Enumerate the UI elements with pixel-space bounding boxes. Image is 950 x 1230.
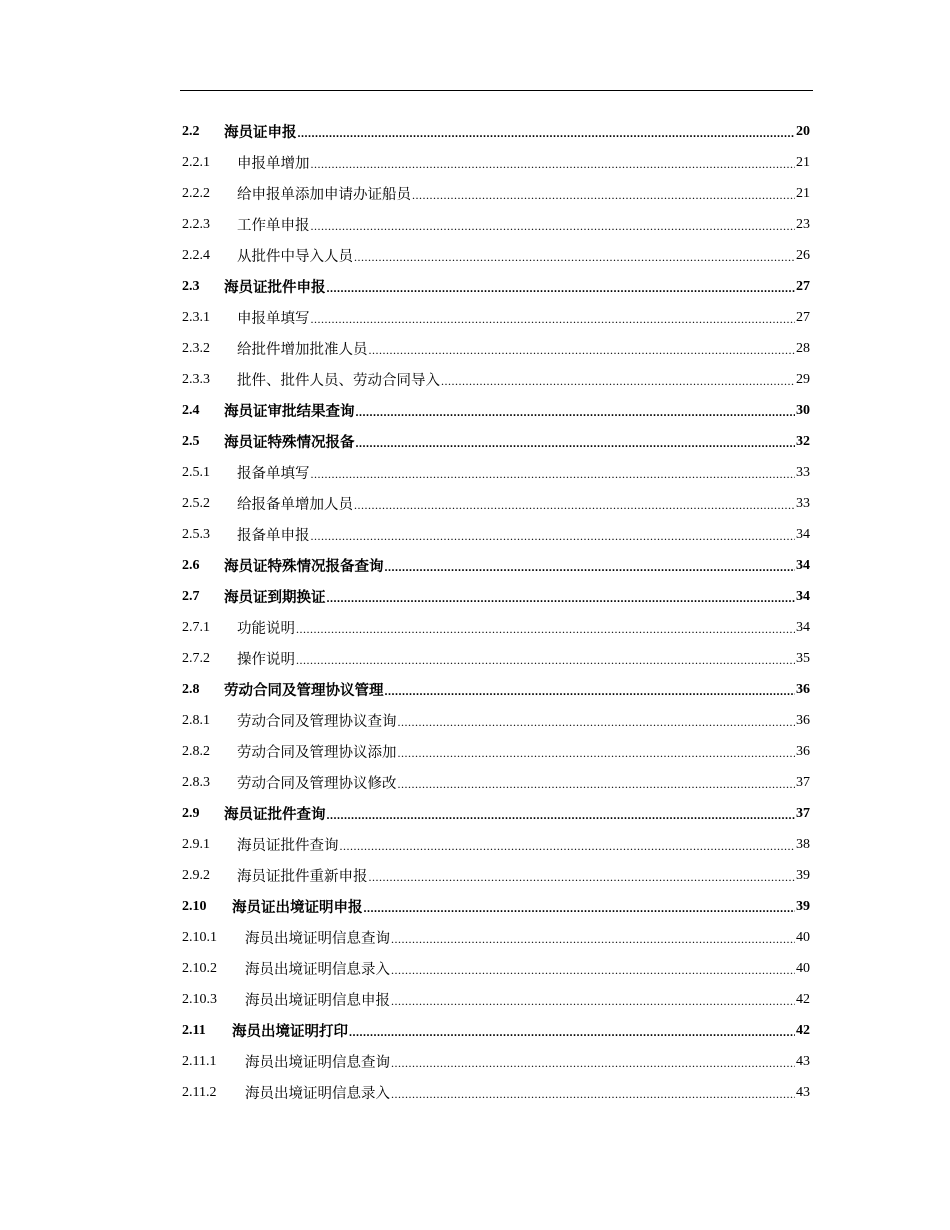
toc-entry-number: 2.5.2 <box>182 495 210 511</box>
toc-entry-title: 海员出境证明信息录入 <box>245 1086 390 1102</box>
toc-entry-title: 劳动合同及管理协议查询 <box>237 714 397 730</box>
toc-dot-leader <box>441 372 795 387</box>
toc-subsection-entry[interactable] <box>182 302 810 333</box>
toc-entry-title: 报备单申报 <box>237 528 310 544</box>
toc-entry-title: 给批件增加批准人员 <box>237 342 368 358</box>
toc-entry-title: 海员出境证明信息录入 <box>245 962 390 978</box>
toc-dot-leader <box>311 310 796 325</box>
toc-entry-number: 2.7.1 <box>182 619 210 635</box>
toc-entry-number: 2.10 <box>182 898 207 914</box>
toc-dot-leader <box>311 527 796 542</box>
toc-entry-number: 2.7.2 <box>182 650 210 666</box>
toc-section-entry[interactable] <box>182 116 810 147</box>
toc-entry-page-number: 43 <box>796 1084 810 1100</box>
toc-section-entry[interactable] <box>182 550 810 581</box>
toc-entry-page-number: 23 <box>796 216 810 232</box>
toc-dot-leader <box>296 620 795 635</box>
toc-dot-leader <box>356 434 796 449</box>
toc-entry-title: 海员证审批结果查询 <box>224 404 355 420</box>
toc-subsection-entry[interactable] <box>182 767 810 798</box>
toc-dot-leader <box>391 1054 795 1069</box>
toc-entry-title: 海员证批件查询 <box>224 807 326 823</box>
toc-subsection-entry[interactable] <box>182 178 810 209</box>
toc-dot-leader <box>327 279 796 294</box>
toc-section-entry[interactable] <box>182 395 810 426</box>
toc-entry-number: 2.8.2 <box>182 743 210 759</box>
toc-entry-number: 2.3.1 <box>182 309 210 325</box>
toc-entry-number: 2.9 <box>182 805 200 821</box>
toc-entry-number: 2.11.2 <box>182 1084 217 1100</box>
toc-entry-page-number: 21 <box>796 154 810 170</box>
toc-entry-title: 海员证申报 <box>224 125 297 141</box>
toc-section-entry[interactable] <box>182 798 810 829</box>
toc-entry-page-number: 37 <box>796 805 810 821</box>
toc-dot-leader <box>385 558 796 573</box>
toc-entry-page-number: 36 <box>796 681 810 697</box>
toc-entry-number: 2.2.1 <box>182 154 210 170</box>
toc-entry-page-number: 33 <box>796 495 810 511</box>
toc-subsection-entry[interactable] <box>182 1046 810 1077</box>
toc-section-entry[interactable] <box>182 426 810 457</box>
toc-entry-page-number: 36 <box>796 743 810 759</box>
toc-entry-title: 给报备单增加人员 <box>237 497 353 513</box>
toc-section-entry[interactable] <box>182 1015 810 1046</box>
toc-subsection-entry[interactable] <box>182 705 810 736</box>
toc-entry-title: 劳动合同及管理协议添加 <box>237 745 397 761</box>
toc-entry-title: 海员出境证明信息申报 <box>245 993 390 1009</box>
toc-entry-title: 给申报单添加申请办证船员 <box>237 187 411 203</box>
toc-entry-number: 2.7 <box>182 588 200 604</box>
toc-entry-title: 劳动合同及管理协议修改 <box>237 776 397 792</box>
toc-subsection-entry[interactable] <box>182 953 810 984</box>
toc-entry-title: 海员证批件重新申报 <box>237 869 368 885</box>
toc-entry-number: 2.6 <box>182 557 200 573</box>
toc-subsection-entry[interactable] <box>182 457 810 488</box>
toc-section-entry[interactable] <box>182 891 810 922</box>
toc-dot-leader <box>298 124 796 139</box>
toc-entry-page-number: 42 <box>796 991 810 1007</box>
toc-dot-leader <box>356 403 796 418</box>
toc-entry-page-number: 28 <box>796 340 810 356</box>
toc-entry-number: 2.2.4 <box>182 247 210 263</box>
toc-entry-page-number: 38 <box>796 836 810 852</box>
toc-entry-number: 2.5.1 <box>182 464 210 480</box>
toc-entry-title: 海员证特殊情况报备查询 <box>224 559 384 575</box>
toc-dot-leader <box>327 806 796 821</box>
toc-entry-page-number: 34 <box>796 619 810 635</box>
toc-subsection-entry[interactable] <box>182 829 810 860</box>
toc-entry-title: 海员证出境证明申报 <box>232 900 363 916</box>
toc-entry-page-number: 27 <box>796 278 810 294</box>
toc-entry-page-number: 32 <box>796 433 810 449</box>
toc-entry-number: 2.9.2 <box>182 867 210 883</box>
toc-dot-leader <box>398 713 796 728</box>
toc-entry-page-number: 20 <box>796 123 810 139</box>
toc-subsection-entry[interactable] <box>182 643 810 674</box>
toc-dot-leader <box>398 744 796 759</box>
toc-entry-number: 2.2 <box>182 123 200 139</box>
header-rule <box>180 90 813 91</box>
toc-subsection-entry[interactable] <box>182 612 810 643</box>
toc-subsection-entry[interactable] <box>182 922 810 953</box>
toc-dot-leader <box>340 837 796 852</box>
toc-subsection-entry[interactable] <box>182 736 810 767</box>
toc-dot-leader <box>364 899 796 914</box>
toc-entry-number: 2.11 <box>182 1022 206 1038</box>
toc-entry-page-number: 34 <box>796 557 810 573</box>
toc-entry-number: 2.4 <box>182 402 200 418</box>
toc-entry-title: 海员证批件申报 <box>224 280 326 296</box>
toc-subsection-entry[interactable] <box>182 860 810 891</box>
toc-entry-number: 2.11.1 <box>182 1053 217 1069</box>
toc-entry-title: 海员出境证明信息查询 <box>245 1055 390 1071</box>
toc-entry-page-number: 42 <box>796 1022 810 1038</box>
toc-entry-number: 2.3 <box>182 278 200 294</box>
toc-dot-leader <box>391 961 795 976</box>
toc-dot-leader <box>398 775 796 790</box>
toc-entry-title: 批件、批件人员、劳动合同导入 <box>237 373 440 389</box>
toc-entry-page-number: 29 <box>796 371 810 387</box>
toc-entry-number: 2.5.3 <box>182 526 210 542</box>
toc-entry-page-number: 35 <box>796 650 810 666</box>
toc-entry-number: 2.8.1 <box>182 712 210 728</box>
toc-entry-number: 2.8.3 <box>182 774 210 790</box>
toc-dot-leader <box>412 186 795 201</box>
toc-entry-page-number: 34 <box>796 588 810 604</box>
toc-section-entry[interactable] <box>182 674 810 705</box>
toc-subsection-entry[interactable] <box>182 240 810 271</box>
toc-entry-number: 2.3.3 <box>182 371 210 387</box>
toc-dot-leader <box>385 682 796 697</box>
toc-dot-leader <box>354 496 795 511</box>
toc-dot-leader <box>369 868 796 883</box>
toc-entry-page-number: 43 <box>796 1053 810 1069</box>
toc-entry-title: 申报单填写 <box>237 311 310 327</box>
toc-entry-title: 海员出境证明打印 <box>232 1024 348 1040</box>
toc-entry-page-number: 37 <box>796 774 810 790</box>
toc-subsection-entry[interactable] <box>182 1077 810 1108</box>
toc-entry-title: 劳动合同及管理协议管理 <box>224 683 384 699</box>
toc-entry-page-number: 33 <box>796 464 810 480</box>
toc-entry-page-number: 40 <box>796 960 810 976</box>
toc-entry-title: 功能说明 <box>237 621 295 637</box>
toc-subsection-entry[interactable] <box>182 364 810 395</box>
toc-entry-number: 2.10.3 <box>182 991 217 1007</box>
toc-entry-title: 申报单增加 <box>237 156 310 172</box>
toc-subsection-entry[interactable] <box>182 209 810 240</box>
toc-section-entry[interactable] <box>182 581 810 612</box>
table-of-contents <box>182 116 810 1108</box>
toc-entry-page-number: 40 <box>796 929 810 945</box>
toc-subsection-entry[interactable] <box>182 488 810 519</box>
toc-dot-leader <box>327 589 796 604</box>
toc-entry-page-number: 36 <box>796 712 810 728</box>
toc-dot-leader <box>391 1085 795 1100</box>
toc-dot-leader <box>369 341 796 356</box>
toc-entry-number: 2.10.1 <box>182 929 217 945</box>
toc-dot-leader <box>349 1023 795 1038</box>
toc-entry-number: 2.10.2 <box>182 960 217 976</box>
toc-entry-page-number: 30 <box>796 402 810 418</box>
toc-dot-leader <box>311 465 796 480</box>
toc-entry-page-number: 34 <box>796 526 810 542</box>
toc-subsection-entry[interactable] <box>182 333 810 364</box>
toc-dot-leader <box>311 217 796 232</box>
toc-entry-number: 2.3.2 <box>182 340 210 356</box>
toc-dot-leader <box>391 992 795 1007</box>
toc-entry-page-number: 39 <box>796 898 810 914</box>
toc-entry-page-number: 39 <box>796 867 810 883</box>
toc-subsection-entry[interactable] <box>182 519 810 550</box>
toc-entry-title: 从批件中导入人员 <box>237 249 353 265</box>
toc-entry-number: 2.2.2 <box>182 185 210 201</box>
toc-section-entry[interactable] <box>182 271 810 302</box>
toc-entry-number: 2.5 <box>182 433 200 449</box>
toc-entry-title: 工作单申报 <box>237 218 310 234</box>
toc-dot-leader <box>296 651 795 666</box>
toc-entry-number: 2.8 <box>182 681 200 697</box>
toc-entry-page-number: 27 <box>796 309 810 325</box>
toc-subsection-entry[interactable] <box>182 984 810 1015</box>
toc-entry-title: 海员证特殊情况报备 <box>224 435 355 451</box>
toc-entry-title: 操作说明 <box>237 652 295 668</box>
toc-entry-page-number: 26 <box>796 247 810 263</box>
toc-entry-number: 2.9.1 <box>182 836 210 852</box>
toc-entry-title: 海员证到期换证 <box>224 590 326 606</box>
toc-dot-leader <box>354 248 795 263</box>
toc-entry-number: 2.2.3 <box>182 216 210 232</box>
toc-entry-title: 海员出境证明信息查询 <box>245 931 390 947</box>
toc-entry-title: 海员证批件查询 <box>237 838 339 854</box>
toc-dot-leader <box>311 155 796 170</box>
toc-dot-leader <box>391 930 795 945</box>
toc-subsection-entry[interactable] <box>182 147 810 178</box>
toc-entry-page-number: 21 <box>796 185 810 201</box>
toc-entry-title: 报备单填写 <box>237 466 310 482</box>
